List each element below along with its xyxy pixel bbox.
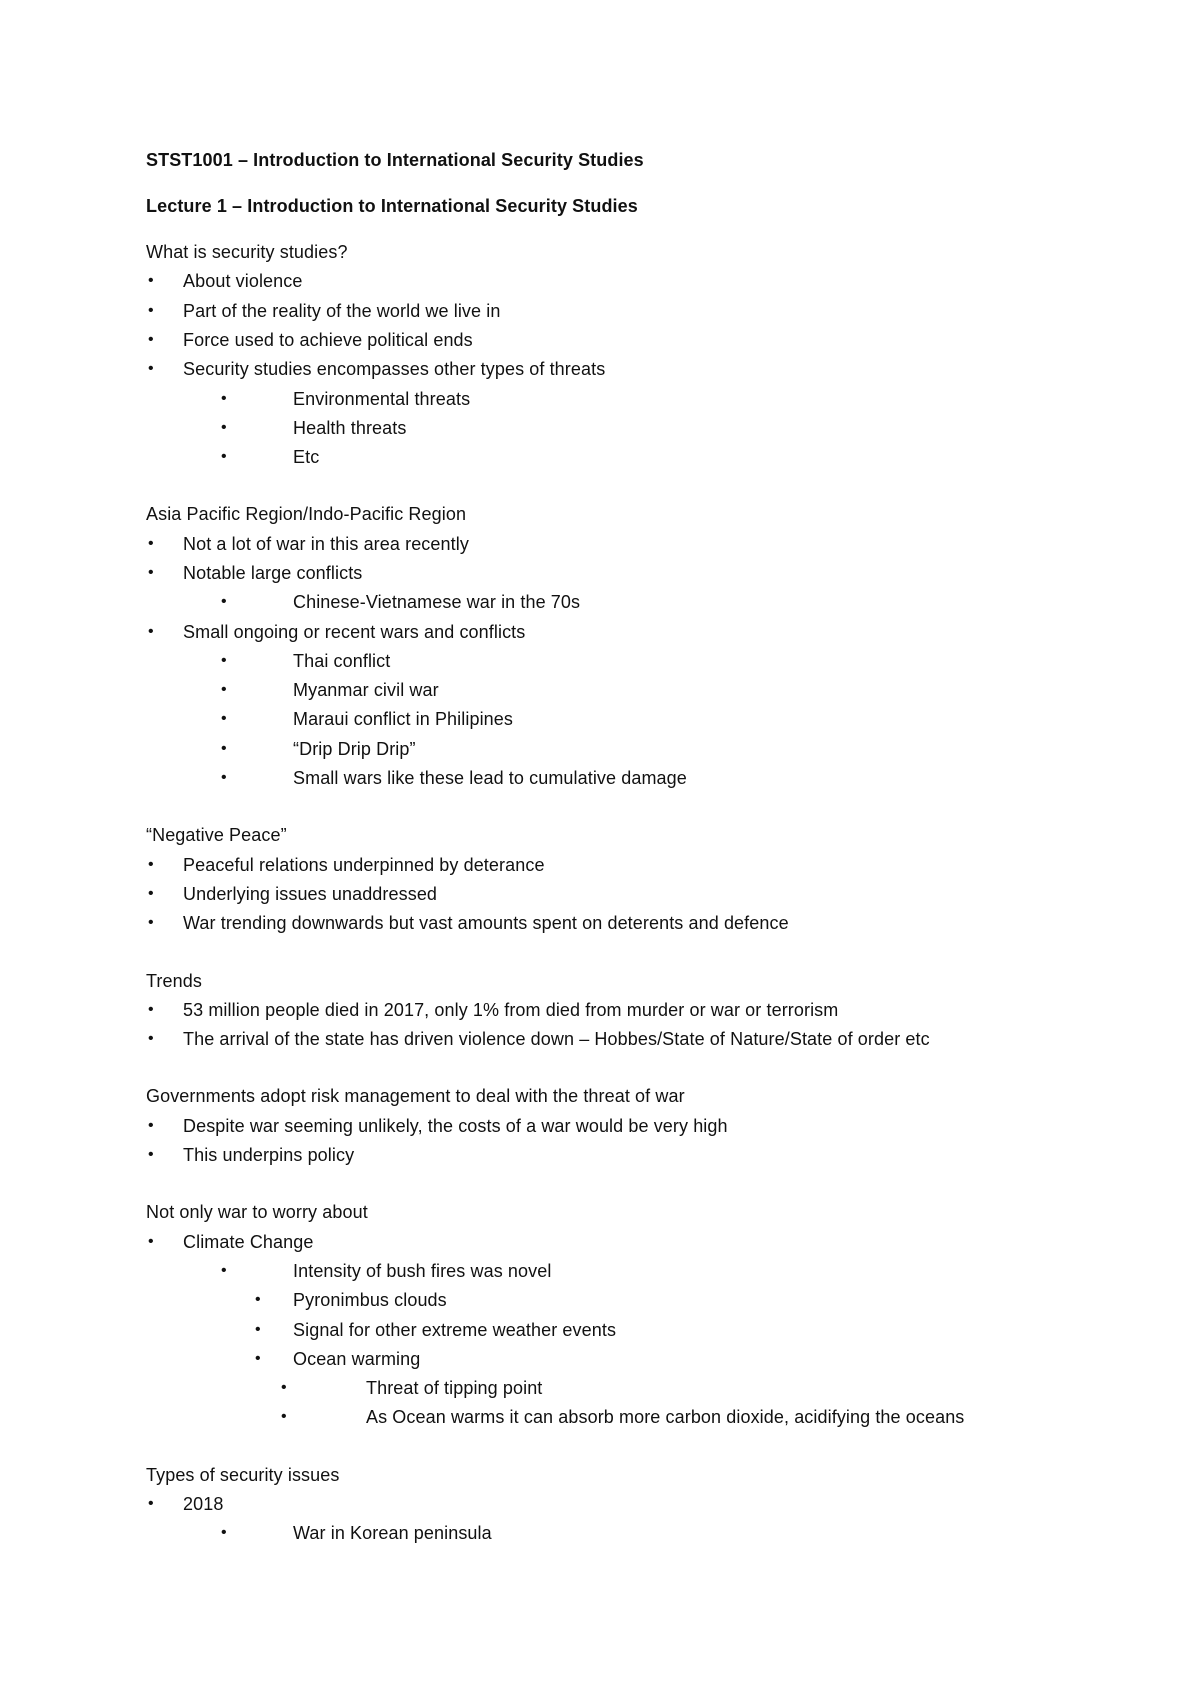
- bullet-icon: •: [281, 1379, 287, 1396]
- list-item: 53 million people died in 2017, only 1% from died from murder or war or terrorism: [183, 1000, 839, 1020]
- list-item: “Drip Drip Drip”: [293, 739, 416, 759]
- bullet-icon: •: [221, 740, 227, 757]
- bullet-icon: •: [221, 681, 227, 698]
- bullet-icon: •: [148, 564, 154, 581]
- bullet-icon: •: [148, 623, 154, 640]
- list-item: Thai conflict: [293, 651, 391, 671]
- list-item: Chinese-Vietnamese war in the 70s: [293, 592, 581, 612]
- section-heading: Not only war to worry about: [146, 1202, 368, 1222]
- list-item: Small wars like these lead to cumulative damage: [293, 768, 687, 788]
- list-item: Peaceful relations underpinned by deterance: [183, 855, 545, 875]
- list-item: Myanmar civil war: [293, 680, 439, 700]
- bullet-icon: •: [148, 302, 154, 319]
- bullet-icon: •: [221, 1524, 227, 1541]
- bullet-icon: •: [148, 1233, 154, 1250]
- section-heading: “Negative Peace”: [146, 825, 287, 845]
- bullet-icon: •: [148, 856, 154, 873]
- bullet-icon: •: [221, 593, 227, 610]
- bullet-icon: •: [148, 1030, 154, 1047]
- bullet-icon: •: [148, 1001, 154, 1018]
- list-item: Small ongoing or recent wars and conflicts: [183, 622, 526, 642]
- section-heading: Asia Pacific Region/Indo-Pacific Region: [146, 504, 467, 524]
- list-item: As Ocean warms it can absorb more carbon dioxide, acidifying the oceans: [366, 1407, 965, 1427]
- list-item: Signal for other extreme weather events: [293, 1320, 617, 1340]
- list-item: Ocean warming: [293, 1349, 421, 1369]
- bullet-icon: •: [148, 1146, 154, 1163]
- bullet-icon: •: [221, 1262, 227, 1279]
- list-item: Underlying issues unaddressed: [183, 884, 438, 904]
- bullet-icon: •: [255, 1350, 261, 1367]
- section-heading: What is security studies?: [146, 242, 348, 262]
- bullet-icon: •: [221, 419, 227, 436]
- list-item: Environmental threats: [293, 389, 471, 409]
- bullet-icon: •: [148, 535, 154, 552]
- list-item: This underpins policy: [183, 1145, 355, 1165]
- bullet-icon: •: [255, 1321, 261, 1338]
- section-heading: Types of security issues: [146, 1465, 340, 1485]
- list-item: Security studies encompasses other types of threats: [183, 359, 606, 379]
- bullet-icon: •: [221, 390, 227, 407]
- list-item: War in Korean peninsula: [293, 1523, 492, 1543]
- bullet-icon: •: [221, 448, 227, 465]
- list-item: Maraui conflict in Philipines: [293, 709, 513, 729]
- bullet-icon: •: [148, 914, 154, 931]
- section-heading: Trends: [146, 971, 202, 991]
- list-item: Intensity of bush fires was novel: [293, 1261, 552, 1281]
- list-item: About violence: [183, 271, 303, 291]
- list-item: Threat of tipping point: [366, 1378, 543, 1398]
- list-item: 2018: [183, 1494, 224, 1514]
- bullet-icon: •: [148, 331, 154, 348]
- bullet-icon: •: [221, 652, 227, 669]
- bullet-icon: •: [148, 1117, 154, 1134]
- list-item: Etc: [293, 447, 320, 467]
- course-title: STST1001 – Introduction to International Security Studies: [146, 150, 644, 170]
- list-item: Force used to achieve political ends: [183, 330, 473, 350]
- bullet-icon: •: [148, 360, 154, 377]
- bullet-icon: •: [221, 710, 227, 727]
- bullet-icon: •: [148, 272, 154, 289]
- list-item: The arrival of the state has driven violence down – Hobbes/State of Nature/State of order etc: [183, 1029, 930, 1049]
- bullet-icon: •: [281, 1408, 287, 1425]
- list-item: Pyronimbus clouds: [293, 1290, 447, 1310]
- list-item: Health threats: [293, 418, 407, 438]
- bullet-icon: •: [221, 769, 227, 786]
- bullet-icon: •: [255, 1291, 261, 1308]
- list-item: Notable large conflicts: [183, 563, 363, 583]
- list-item: Despite war seeming unlikely, the costs of a war would be very high: [183, 1116, 728, 1136]
- bullet-icon: •: [148, 885, 154, 902]
- lecture-title: Lecture 1 – Introduction to International Security Studies: [146, 196, 638, 216]
- list-item: War trending downwards but vast amounts spent on deterents and defence: [183, 913, 789, 933]
- list-item: Not a lot of war in this area recently: [183, 534, 469, 554]
- list-item: Climate Change: [183, 1232, 314, 1252]
- section-heading: Governments adopt risk management to deal with the threat of war: [146, 1086, 685, 1106]
- list-item: Part of the reality of the world we live in: [183, 301, 501, 321]
- bullet-icon: •: [148, 1495, 154, 1512]
